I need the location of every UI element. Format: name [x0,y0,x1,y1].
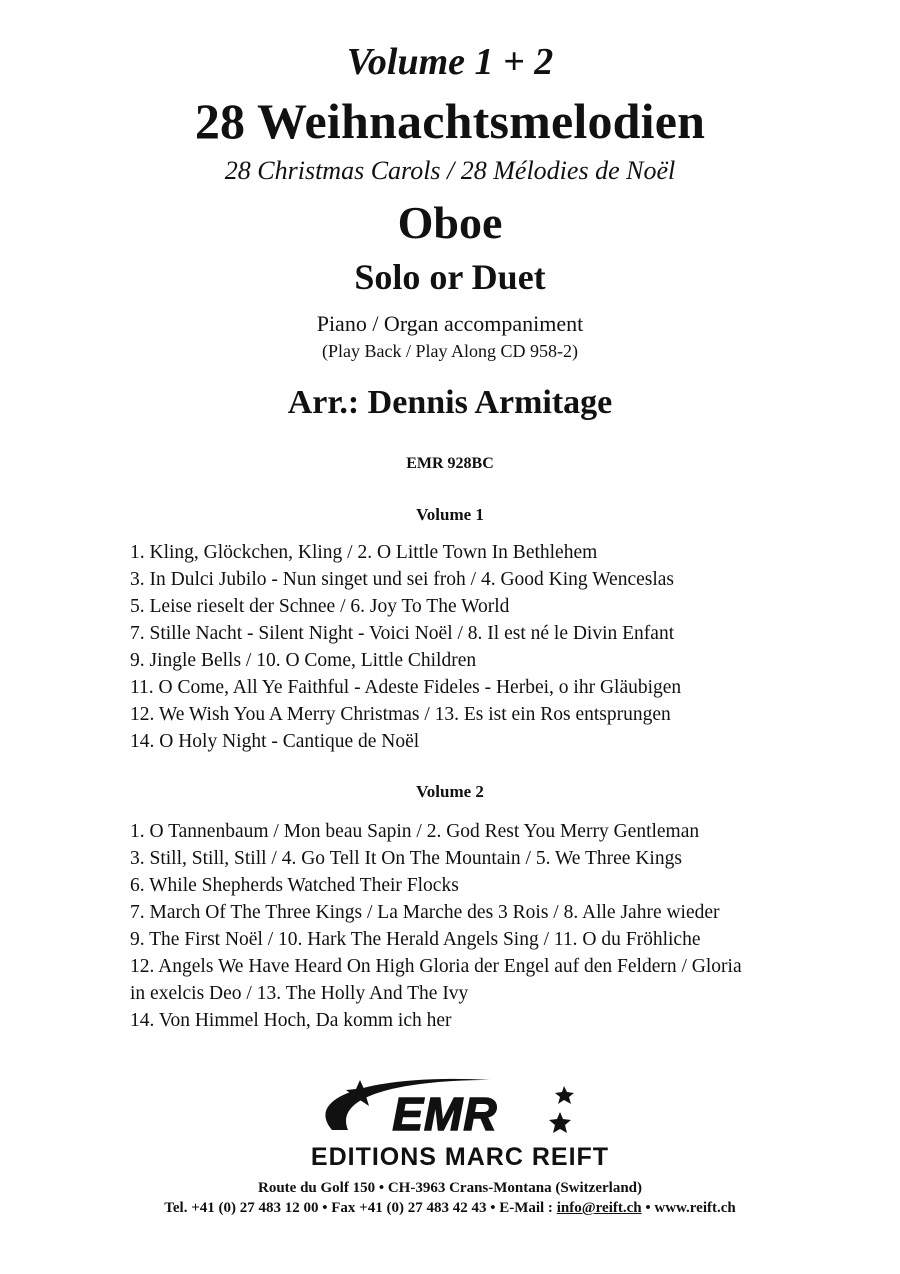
volume-2-heading: Volume 2 [416,782,484,801]
logo-star-icon [549,1112,571,1133]
list-item: 11. O Come, All Ye Faithful - Adeste Fideles - Herbei, o ihr Gläubigen [130,677,682,698]
list-item: 5. Leise rieselt der Schnee / 6. Joy To The World [130,596,510,617]
list-item: 9. Jingle Bells / 10. O Come, Little Children [130,650,477,671]
list-item: 14. O Holy Night - Cantique de Noël [130,731,420,752]
accompaniment-note: Piano / Organ accompaniment [316,311,584,336]
list-item: 1. Kling, Glöckchen, Kling / 2. O Little Town In Bethlehem [130,542,598,563]
list-item: 12. Angels We Have Heard On High Gloria der Engel auf den Feldern / Gloria [130,956,742,977]
contact-phone-fax: Tel. +41 (0) 27 483 12 00 • Fax +41 (0) 27 483 42 43 • E-Mail : [164,1200,557,1216]
publisher-address: Route du Golf 150 • CH-3963 Crans-Montana (Switzerland) [258,1180,642,1196]
list-item: 1. O Tannenbaum / Mon beau Sapin / 2. God Rest You Merry Gentleman [130,821,700,842]
list-item: in exelcis Deo / 13. The Holly And The Ivy [130,983,469,1004]
publisher-logo [240,1072,680,1172]
list-item: 3. In Dulci Jubilo - Nun singet und sei froh / 4. Good King Wenceslas [130,569,675,590]
page-subtitle: 28 Christmas Carols / 28 Mélodies de Noël [224,156,676,185]
instrument-name: Oboe [397,197,503,248]
cd-note: (Play Back / Play Along CD 958-2) [322,341,578,361]
arranger: Arr.: Dennis Armitage [287,384,613,421]
list-item: 12. We Wish You A Merry Christmas / 13. Es ist ein Ros entsprungen [130,704,671,725]
website: • www.reift.ch [641,1200,736,1216]
volume-label: Volume 1 + 2 [346,41,554,83]
list-item: 9. The First Noël / 10. Hark The Herald Angels Sing / 11. O du Fröhliche [130,929,701,950]
list-item: 7. Stille Nacht - Silent Night - Voici Noël / 8. Il est né le Divin Enfant [130,623,675,644]
page-title: 28 Weihnachtsmelodien [194,93,706,149]
logo-star-icon [555,1086,574,1104]
volume-2-list [130,818,870,1034]
list-item: 7. March Of The Three Kings / La Marche des 3 Rois / 8. Alle Jahre wieder [130,902,720,923]
list-item: 14. Von Himmel Hoch, Da komm ich her [130,1010,452,1031]
volume-1-list [130,539,870,755]
list-item: 3. Still, Still, Still / 4. Go Tell It On The Mountain / 5. We Three Kings [130,848,682,869]
ensemble-setting: Solo or Duet [354,257,546,297]
publisher-contact [0,1200,900,1217]
catalog-number: EMR 928BC [406,455,494,472]
volume-1-heading: Volume 1 [416,505,484,524]
logo-emr-text: EMR [392,1088,498,1140]
list-item: 6. While Shepherds Watched Their Flocks [130,875,459,896]
email-link[interactable]: info@reift.ch [556,1200,642,1216]
publisher-name: EDITIONS MARC REIFT [310,1143,610,1171]
